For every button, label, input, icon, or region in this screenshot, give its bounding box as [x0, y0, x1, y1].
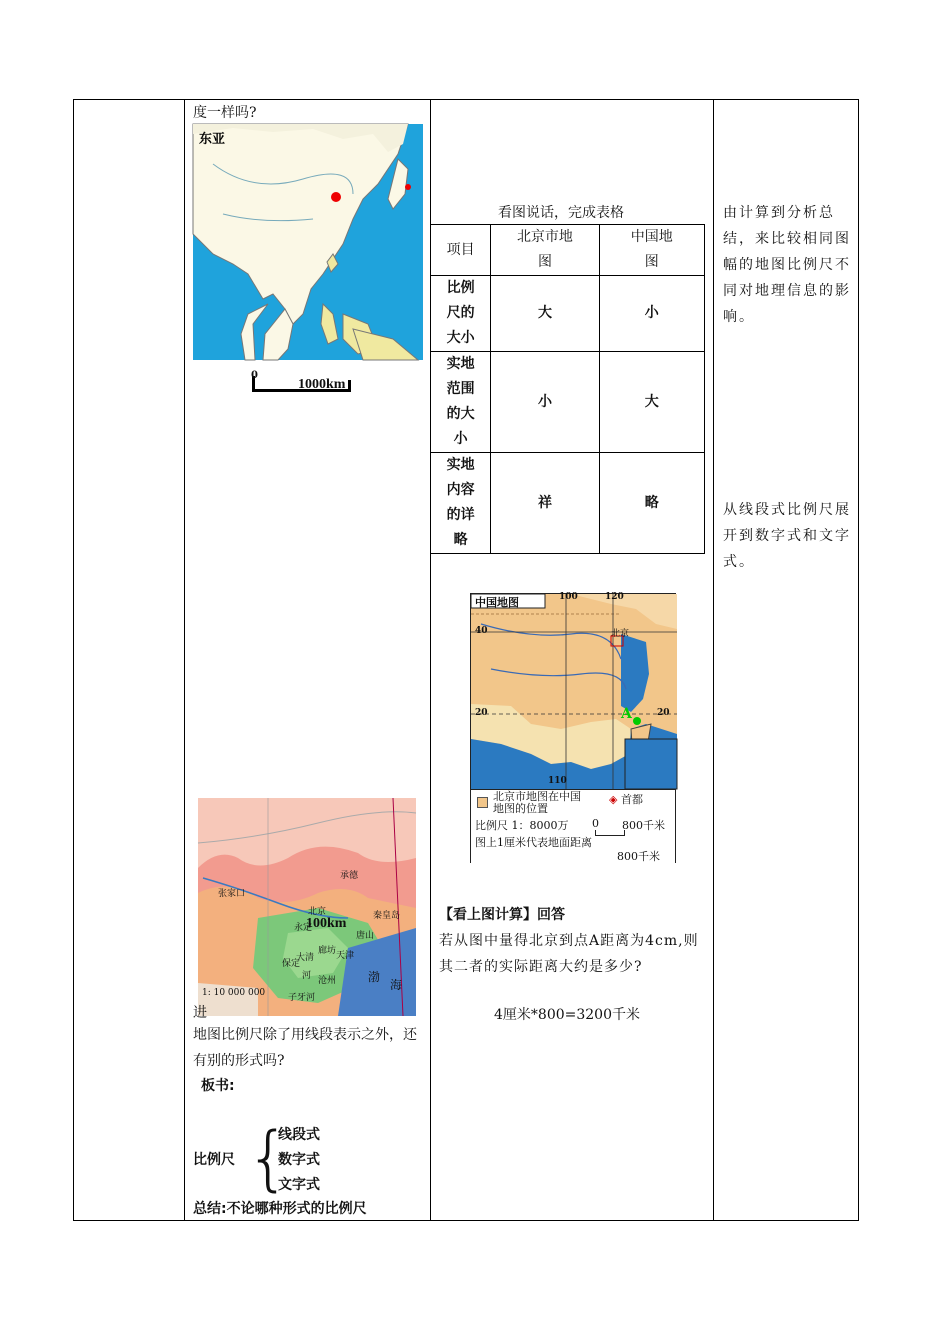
row-value: 祥: [491, 453, 599, 554]
river-yongding: 永定: [294, 923, 313, 933]
beijing-dot: [331, 192, 341, 202]
teaching-note-1: 由计算到分析总结，来比较相同图幅的地图比例尺不同对地理信息的影响。: [723, 205, 851, 325]
map-label: 东亚: [199, 132, 226, 147]
cut-char: 进: [193, 1005, 207, 1021]
place-cangzhou: 沧州: [318, 976, 337, 986]
river-ziya: 子牙河: [288, 993, 316, 1003]
header-cell: 项目: [431, 225, 491, 276]
calc-question: 若从图中量得北京到点A距离为4cm,则其二者的实际距离大约是多少?: [439, 933, 699, 975]
column-divider-3: [713, 99, 714, 1221]
river-daqing: 大清: [296, 953, 315, 963]
row-item: 比例尺的大小: [431, 276, 491, 352]
lon-110-label: 110: [548, 776, 567, 786]
calc-answer: 4厘米*800=3200千米: [494, 1007, 640, 1023]
lon-120-label: 120: [605, 592, 624, 602]
form-question: 地图比例尺除了用线段表示之外，还有别的形式吗?: [193, 1027, 417, 1069]
legend-scale-zero: 0: [592, 817, 599, 830]
form-number: 数字式: [278, 1152, 320, 1168]
calc-heading: 【看上图计算】回答: [439, 907, 565, 923]
beijing-label: 北京: [611, 629, 630, 639]
legend-scale-dist: 800千米: [617, 850, 660, 863]
table-title: 看图说话，完成表格: [498, 205, 624, 221]
legend-capital-text: 首都: [620, 793, 643, 806]
place-baoding: 保定: [282, 959, 301, 969]
form-line: 线段式: [278, 1127, 320, 1143]
place-langfang: 廊坊: [318, 946, 337, 956]
legend-scale-800: 800千米: [622, 819, 665, 832]
legend-capital: ◈ 首都: [609, 793, 643, 806]
sea-bo: 渤: [368, 970, 381, 984]
brace: {: [246, 1117, 291, 1199]
row-value: 小: [599, 276, 704, 352]
legend-scale: 比例尺 1：8000万: [475, 819, 569, 832]
table-row: [431, 453, 705, 554]
place-tianjin: 天津: [336, 951, 355, 961]
teaching-note-2: 从线段式比例尺展开到数字式和文字式。: [723, 502, 851, 570]
place-beijing: 北京: [308, 907, 327, 917]
lat-20-label-right: 20: [657, 708, 670, 718]
china-map: [470, 593, 676, 863]
header-cell: 中国地图: [599, 225, 704, 276]
lon-100-label: 100: [559, 592, 578, 602]
table-row: [431, 276, 705, 352]
row-value: 大: [491, 276, 599, 352]
lat-40-label: 40: [475, 626, 488, 636]
point-a-dot: [633, 717, 641, 725]
legend-region: 北京市地图在中国地图的位置: [493, 790, 581, 815]
summary: 总结:不论哪种形式的比例尺: [193, 1201, 367, 1217]
table-row: [431, 352, 705, 453]
legend-scale-note: 图上1厘米代表地面距离: [475, 836, 592, 849]
scale-bar: [251, 370, 352, 396]
place-qinhuangdao: 秦皇岛: [373, 911, 401, 921]
place-chengde: 承德: [340, 871, 359, 881]
place-zhangjiakou: 张家口: [218, 889, 246, 899]
scale-zero: 0: [251, 370, 258, 381]
table-header-row: [431, 225, 705, 276]
lat-20-label: 20: [475, 708, 488, 718]
column-divider-1: [184, 99, 185, 1221]
map-scale-note: 1: 10 000 000: [202, 988, 266, 998]
row-item: 实地范围的大小: [431, 352, 491, 453]
map-legend: [471, 789, 675, 863]
form-text: 文字式: [278, 1177, 320, 1193]
question-tail: 度一样吗?: [193, 105, 257, 121]
row-value: 大: [599, 352, 704, 453]
row-value: 略: [599, 453, 704, 554]
map-scale-label: 100km: [306, 916, 347, 931]
east-asia-map: [193, 124, 423, 360]
place-tangshan: 唐山: [356, 931, 375, 941]
sea-hai: 海: [390, 978, 403, 992]
beijing-map: [198, 798, 416, 1016]
row-value: 小: [491, 352, 599, 453]
river-he: 河: [302, 971, 312, 981]
board-label: 板书:: [201, 1078, 235, 1094]
row-item: 实地内容的详略: [431, 453, 491, 554]
scale-word: 比例尺: [193, 1152, 235, 1168]
map-title: 中国地图: [475, 596, 519, 609]
scale-text: 1000km: [298, 377, 346, 392]
point-a-label: A: [621, 706, 632, 722]
header-cell: 北京市地图: [491, 225, 599, 276]
comparison-table: [430, 224, 705, 554]
